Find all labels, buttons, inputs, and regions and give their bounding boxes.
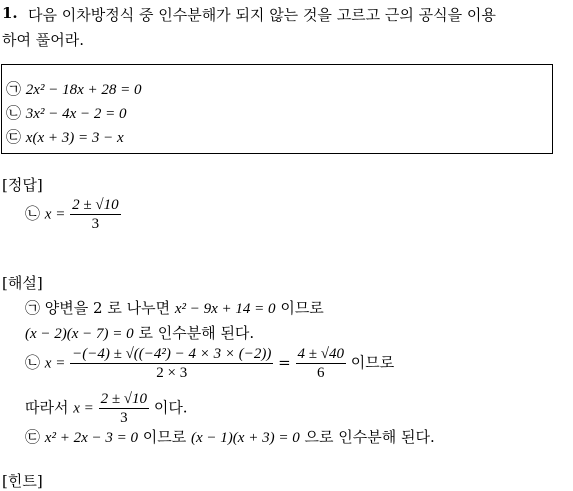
problem-text-line1: 다음 이차방정식 중 인수분해가 되지 않는 것을 고르고 근의 공식을 이용	[28, 6, 496, 24]
solution-b-fraction2	[296, 345, 346, 382]
solution-b-fraction3	[99, 390, 149, 427]
option-b	[6, 102, 126, 123]
solution-b-numerator3: 2 ± √10	[100, 391, 148, 407]
answer-numerator: 2 ± √10	[72, 197, 119, 213]
solution-b-marker: ㉡	[25, 353, 41, 372]
solution-b-denominator3: 3	[120, 410, 128, 426]
solution-a-text1: 양변을 2 로 나누면	[44, 299, 171, 317]
option-a-equation: 2x² − 18x + 28 = 0	[25, 82, 142, 98]
option-b-equation: 3x² − 4x − 2 = 0	[25, 106, 127, 122]
solution-c-text1: 이므로	[142, 428, 187, 446]
solution-a-line2	[25, 322, 254, 343]
problem-text-line2: 하여 풀어라.	[2, 31, 84, 49]
answer-marker: ㉡	[25, 204, 41, 223]
solution-b-line2	[25, 390, 188, 427]
solution-c-marker: ㉢	[25, 428, 41, 446]
solution-b-fraction1	[70, 345, 273, 382]
solution-b-lhs: x =	[44, 355, 66, 372]
solution-c-text2: 으로 인수분해 된다.	[304, 428, 435, 446]
solution-b-denominator2: 6	[317, 365, 325, 381]
solution-b-text2: 이다.	[153, 398, 188, 417]
problem-number: 1.	[2, 4, 18, 22]
option-b-marker: ㉡	[6, 104, 22, 122]
solution-b-numerator1: −(−4) ± √((−4²) − 4 × 3 × (−2))	[72, 346, 272, 362]
solution-header: [해설]	[2, 274, 43, 292]
solution-c-line	[25, 426, 435, 447]
solution-a-line1	[25, 297, 324, 318]
solution-b-equals: =	[278, 353, 291, 372]
solution-b-line1	[25, 345, 394, 382]
solution-b-lhs2: x =	[73, 400, 94, 417]
solution-b-therefore: 따라서	[25, 398, 69, 417]
solution-b-denominator1: 2 × 3	[156, 365, 188, 381]
option-c-equation: x(x + 3) = 3 − x	[25, 130, 124, 146]
solution-a-equation: x² − 9x + 14 = 0	[174, 301, 276, 317]
option-a	[6, 78, 141, 99]
answer-fraction	[70, 196, 120, 233]
option-c	[6, 126, 124, 147]
solution-c-factored: (x − 1)(x + 3) = 0	[191, 430, 300, 446]
solution-a-marker: ㉠	[25, 299, 41, 317]
answer-header: [정답]	[2, 176, 43, 194]
answer-lhs: x =	[44, 206, 66, 223]
answer-line	[25, 196, 121, 233]
solution-c-equation: x² + 2x − 3 = 0	[44, 430, 138, 446]
option-a-marker: ㉠	[6, 80, 22, 98]
solution-b-text: 이므로	[350, 353, 395, 372]
solution-b-numerator2: 4 ± √40	[297, 346, 344, 362]
solution-a-factored: (x − 2)(x − 7) = 0	[25, 326, 134, 342]
hint-header: [힌트]	[2, 472, 43, 490]
answer-denominator: 3	[91, 216, 100, 232]
option-c-marker: ㉢	[6, 128, 22, 146]
solution-a-text2: 이므로	[280, 299, 324, 317]
solution-a-text3: 로 인수분해 된다.	[138, 324, 255, 342]
